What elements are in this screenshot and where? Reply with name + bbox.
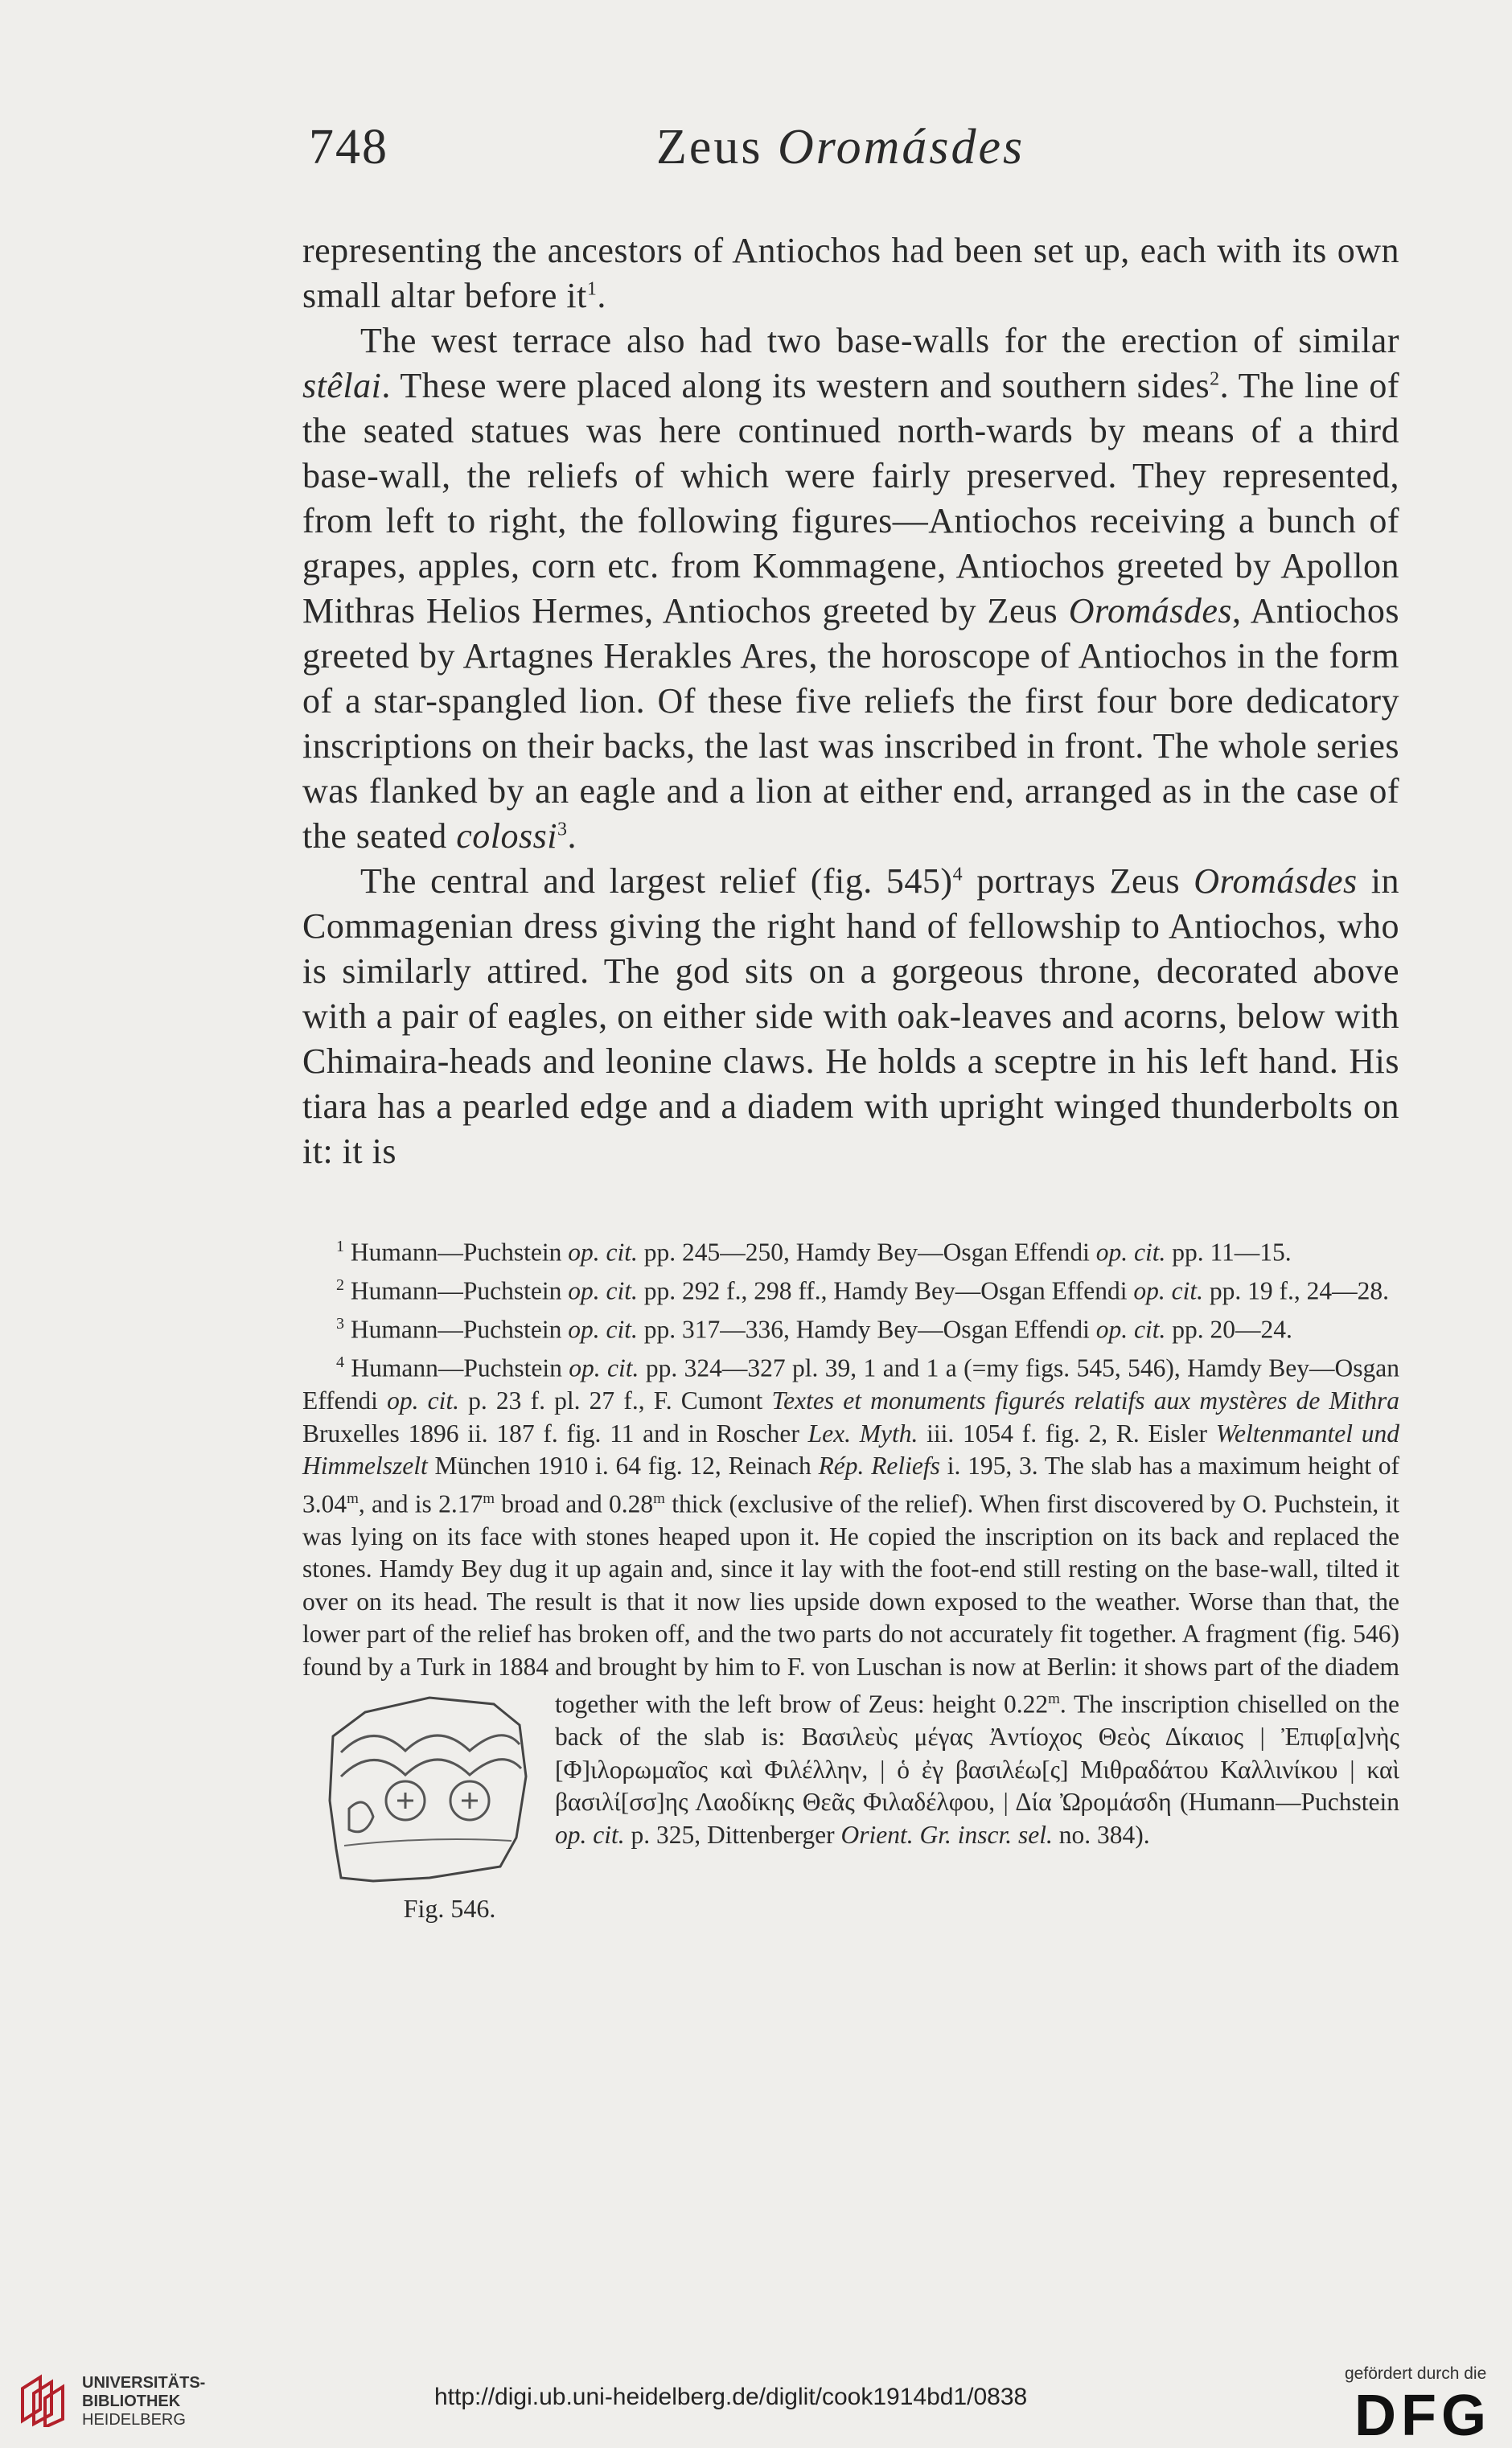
- title-roman: Zeus: [656, 120, 779, 175]
- running-title: [656, 119, 1025, 176]
- running-header: [302, 119, 1428, 191]
- paragraph-3: The central and largest relief (fig. 545)$^4$ portrays Zeus Oromásdes in Commagenian dress giving the right hand of fellowship to Antiochos, who is similarly attired. The god sits on a gorgeous throne, decorated above with a pair of eagles, on either side with oak-leaves and acorns, below with Chimaira-heads and leonine claws. He holds a sceptre in his left hand. His tiara has a pearled edge and a diadem with upright winged thunderbolts on it: it is: [302, 861, 1399, 1171]
- permalink-url[interactable]: http://digi.ub.uni-heidelberg.de/diglit/cook1914bd1/0838: [434, 2384, 1028, 2410]
- main-text: [302, 228, 1399, 1174]
- figure-caption: Fig. 546.: [403, 1894, 496, 1923]
- footnote-1: $^1$ Humann—Puchstein op. cit. pp. 245—250, Hamdy Bey—Osgan Effendi op. cit. pp. 11—15.: [336, 1238, 1292, 1267]
- university-library-logo-icon: [16, 2371, 72, 2427]
- footnotes: [302, 1230, 1399, 1926]
- diadem-fragment-drawing: [309, 1688, 534, 1892]
- footnote-ref-3[interactable]: 3: [557, 819, 568, 840]
- figure-546: [309, 1688, 534, 1926]
- footnote-ref-4[interactable]: 4: [952, 864, 963, 885]
- footnote-3: $^3$ Humann—Puchstein op. cit. pp. 317—336, Hamdy Bey—Osgan Effendi op. cit. pp. 20—24.: [336, 1315, 1292, 1344]
- university-library-name: UNIVERSITÄTS- BIBLIOTHEK HEIDELBERG: [82, 2374, 206, 2429]
- page-number: 748: [309, 120, 388, 175]
- footnote-2: $^2$ Humann—Puchstein op. cit. pp. 292 f., 298 ff., Hamdy Bey—Osgan Effendi op. cit. pp. 19 f., 24—28.: [336, 1276, 1389, 1305]
- title-italic: Oromásdes: [778, 120, 1025, 175]
- footnote-ref-1[interactable]: 1: [586, 278, 598, 300]
- paragraph-1: representing the ancestors of Antiochos had been set up, each with its own small altar before $it^1$.: [302, 231, 1399, 315]
- footnote-4: $^4$ Humann—Puchstein op. cit. pp. 324—327 pl. 39, 1 and 1 a (=my figs. 545, 546), Hamdy Bey—Osgan Effendi op. cit. p. 23 f. pl. 27 f., F. Cumont Textes et monuments figurés relatifs aux mystères de Mithra Bruxelles 1896 ii. 187 f. fig. 11 and in Roscher Lex. Myth. iii. 1054 f. fig. 2, R. Eisler Weltenmantel und Himmelszelt München 1910 i. 64 fig. 12, Reinach Rép. Reliefs i. 195, 3. The slab has a maximum height of 3.04$^m$, and is 2.17$^m$ broad and 0.28$^m$ thick (exclusive of the relief). When first discovered by O. Puchstein, it was lying on its face with stones heaped upon it. He copied the inscription on its back and replaced the stones. Hamdy Bey dug it up again and, since it lay with the foot-end still resting on the base-wall, tilted it over on its head. The result is that it now lies upside down exposed to the weather. Worse than that, the lower part of the relief has broken off, and the two parts do not accurately fit together. A fragment (fig. 546) found by a Turk in 1884 and brought by him to F. von Luschan is now at Berlin: it shows part of the diadem together with the left brow of Zeus: height 0.22 Fig. 546. $^m$. The inscription chiselled on the back of the slab is: Βασιλεὺς μέγας Ἀντίοχος Θεὸς Δίκαιος | Ἐπιφ[α]νὴς [Φ]ιλορωμαῖος καὶ Φιλέλλην, | ὁ ἐγ βασιλέω[ς] Μιθραδάτου Καλλινίκου | καὶ βασιλί[σσ]ης Λαοδίκης Θεᾶς Φιλαδέλφου, | Δία Ὠρομάσδη (Humann—Puchstein op. cit. p. 325, Dittenberger Orient. Gr. inscr. sel. no. 384).: [302, 1346, 1399, 1851]
- paragraph-2: The west terrace also had two base-walls for the erection of similar stêlai. These were placed along its western and southern sides$^2$. The line of the seated statues was here continued north-wards by means of a third base-wall, the reliefs of which were fairly preserved. They represented, from left to right, the following figures—Antiochos receiving a bunch of grapes, apples, corn etc. from Kommagene, Antiochos greeted by Apollon Mithras Helios Hermes, Antiochos greeted by Zeus Oromásdes, Antiochos greeted by Artagnes Herakles Ares, the horoscope of Antiochos in the form of a star-spangled lion. Of these five reliefs the first four bore dedicatory inscriptions on their backs, the last was inscribed in front. The whole series was flanked by an eagle and a lion at either end, arranged as in the case of the seated colossi$^3$.: [302, 321, 1400, 856]
- digitization-footer: [0, 2356, 1512, 2446]
- dfg-logo: DFG: [1354, 2384, 1491, 2448]
- funded-by-label: gefördert durch die: [1345, 2364, 1487, 2383]
- footnote-ref-2[interactable]: 2: [1210, 368, 1220, 390]
